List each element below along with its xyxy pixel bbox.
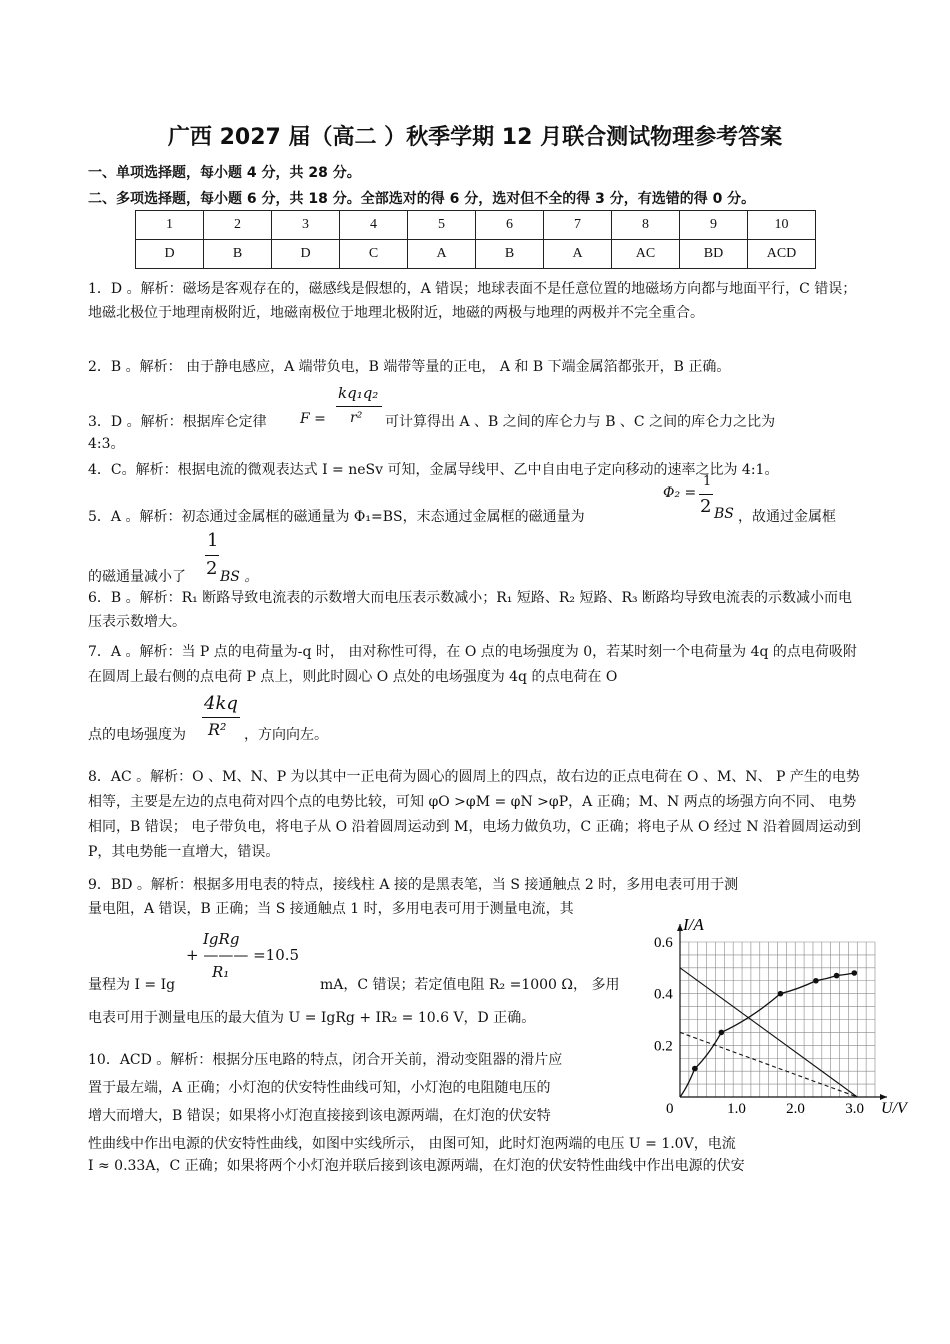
solution-q7-line3: 点的电场强度为 xyxy=(88,727,186,743)
answer-cell: C xyxy=(340,240,408,269)
question-number: 1 xyxy=(136,211,204,240)
solution-q7-line3-end: ，方向向左。 xyxy=(244,727,328,743)
question-number: 8 xyxy=(612,211,680,240)
question-number: 3 xyxy=(272,211,340,240)
answer-table-numbers xyxy=(136,211,816,240)
solution-q10-line5: I ≈ 0.33A，C 正确；如果将两个小灯泡并联后接到该电源两端，在灯泡的伏安特性曲线中作出电源的伏安 xyxy=(88,1158,745,1174)
answer-cell: ACD xyxy=(748,240,816,269)
data-point xyxy=(834,973,840,979)
solution-q6: 6．B 。解析：R₁ 断路导致电流表的示数增大而电压表示数减小；R₁ 短路、R₂ 短路、R₃ 断路均导致电流表的示数减小而电压表示数增大。 xyxy=(88,590,853,630)
data-point xyxy=(719,1030,725,1036)
bs-label: BS xyxy=(714,506,734,522)
solution-q5-text: ，故通过金属框 xyxy=(738,509,836,525)
solution-q5-line2: 的磁通量减小了 xyxy=(88,569,186,585)
lamp-iv-curve xyxy=(680,973,854,1097)
page-title: 广西 2027 届（高二 ）秋季学期 12 月联合测试物理参考答案 xyxy=(167,125,783,150)
section-single-choice: 一、单项选择题，每小题 4 分，共 28 分。 xyxy=(88,165,361,181)
section-multi-choice: 二、多项选择题，每小题 6 分，共 18 分。全部选对的得 6 分，选对但不全的得 3 分，有选错的得 0 分。 xyxy=(88,191,756,207)
question-number: 7 xyxy=(544,211,612,240)
question-number: 2 xyxy=(204,211,272,240)
fraction-bar xyxy=(205,555,219,556)
fraction-bar xyxy=(699,494,713,495)
solution-q9-range-end: mA，C 错误；若定值电阻 R₂ =1000 Ω， 多用 xyxy=(320,977,620,993)
solution-q5-prefix: 5．A 。解析：初态通过金属框的磁通量为 Φ₁=BS，末态通过金属框的磁通量为 xyxy=(88,509,585,525)
solution-q10-line4: 性曲线中作出电源的伏安特性曲线，如图中实线所示， 由图可知，此时灯泡两端的电压 U = 1.0V，电流 xyxy=(88,1136,736,1152)
solution-q10-line2: 置于最左端，A 正确；小灯泡的伏安特性曲线可知，小灯泡的电阻随电压的 xyxy=(88,1080,551,1096)
answer-cell: D xyxy=(136,240,204,269)
solution-q3-tail: 4:3。 xyxy=(88,436,125,452)
half-numerator: 1 xyxy=(703,474,712,489)
x-tick-label: 1.0 xyxy=(727,1101,746,1117)
data-point xyxy=(813,978,819,984)
x-axis-label: U/V xyxy=(881,1100,907,1117)
solution-q4: 4．C。解析：根据电流的微观表达式 I = neSv 可知，金属导线甲、乙中自由电子定向移动的速率之比为 4:1。 xyxy=(88,462,779,478)
solution-q3-text: 可计算得出 A 、B 之间的库仑力与 B 、C 之间的库仑力之比为 xyxy=(385,414,776,430)
range-fraction-value: + ——— =10.5 xyxy=(186,946,300,964)
range-fraction-numerator: IgRg xyxy=(203,930,240,948)
range-fraction-denominator: R₁ xyxy=(212,963,230,981)
field-numerator: 4kq xyxy=(204,693,238,714)
solution-q10-line3: 增大而增大，B 错误；如果将小灯泡直接接到该电源两端，在灯泡的伏安特 xyxy=(88,1108,551,1124)
answer-cell: AC xyxy=(612,240,680,269)
solution-q9-range: 量程为 I = Ig xyxy=(88,977,176,993)
answer-table-answers xyxy=(136,240,816,269)
x-tick-label: 3.0 xyxy=(845,1101,865,1117)
solution-q9-line1: 9．BD 。解析：根据多用电表的特点，接线柱 A 接的是黑表笔，当 S 接通触点 2 时，多用电表可用于测 xyxy=(88,877,739,893)
y-tick-label: 0.6 xyxy=(654,935,673,951)
fraction-bar xyxy=(336,406,382,407)
solution-q8: 8．AC 。解析：O 、M、N、P 为以其中一正电荷为圆心的圆周上的四点，故右边的正点电荷在 O 、M、N、 P 产生的电势相等，主要是左边的点电荷对四个点的电势比较，可知 φO >φM = φN >φP，A 正确；M、N 两点的场强方向不同、 电势相同，B 错误； 电子带负电，将电子从 O 沿着圆周运动到 M，电场力做负功，C 正确；将电子从 O 经过 N 沿着圆周运动到 P，其电势能一直增大，错误。 xyxy=(88,769,862,860)
x-tick-label: 2.0 xyxy=(786,1101,805,1117)
coulomb-formula-numerator: kq₁q₂ xyxy=(338,384,379,402)
solution-q9-line5: 电表可用于测量电压的最大值为 U = IgRg + IR₂ = 10.6 V，D 正确。 xyxy=(88,1010,536,1026)
question-number: 6 xyxy=(476,211,544,240)
answer-cell: D xyxy=(272,240,340,269)
half-denominator: 2 xyxy=(206,558,218,579)
answer-cell: BD xyxy=(680,240,748,269)
x-tick-label: 0 xyxy=(666,1101,674,1117)
answer-cell: A xyxy=(544,240,612,269)
coulomb-formula-denominator: r² xyxy=(350,410,363,426)
question-number: 4 xyxy=(340,211,408,240)
solution-q9-line2: 量电阻，A 错误，B 正确；当 S 接通触点 1 时，多用电表可用于测量电流，其 xyxy=(88,901,574,917)
y-tick-label: 0.4 xyxy=(654,986,673,1003)
answer-cell: B xyxy=(476,240,544,269)
iv-chart xyxy=(640,912,907,1122)
solution-q5-line2-end: BS 。 xyxy=(220,569,259,585)
coulomb-formula-lhs: F = xyxy=(300,411,326,427)
answer-cell: A xyxy=(408,240,476,269)
question-number: 10 xyxy=(748,211,816,240)
question-number: 9 xyxy=(680,211,748,240)
solution-q3-prefix: 3．D 。解析：根据库仑定律 xyxy=(88,414,267,430)
question-number: 5 xyxy=(408,211,476,240)
half-denominator: 2 xyxy=(700,496,712,517)
answer-cell: B xyxy=(204,240,272,269)
solution-q10-line1: 10．ACD 。解析：根据分压电路的特点，闭合开关前，滑动变阻器的滑片应 xyxy=(88,1052,563,1068)
y-tick-label: 0.2 xyxy=(654,1038,673,1055)
y-axis-label: I/A xyxy=(683,915,704,934)
data-point xyxy=(778,991,784,997)
solution-q7: 7．A 。解析：当 P 点的电荷量为-q 时， 由对称性可得，在 O 点的电场强度为 0，若某时刻一个电荷量为 4q 的点电荷吸附在圆周上最右侧的点电荷 P 点上，则此时圆心 O 点处的电场强度为 4q 的点电荷在 O xyxy=(88,644,857,685)
field-denominator: R² xyxy=(208,720,227,739)
data-point xyxy=(692,1066,698,1072)
data-point xyxy=(852,970,858,976)
solution-q2: 2．B 。解析： 由于静电感应，A 端带负电，B 端带等量的正电， A 和 B 下端金属箔都张开，B 正确。 xyxy=(88,359,731,375)
solution-q1: 1．D 。解析：磁场是客观存在的，磁感线是假想的，A 错误；地球表面不是任意位置的地磁场方向都与地面平行，C 错误；地磁北极位于地理南极附近，地磁南极位于地理北极附近，地磁的两极与地理的两极并不完全重合。 xyxy=(88,281,857,321)
half-numerator: 1 xyxy=(207,530,219,551)
fraction-bar xyxy=(202,717,240,718)
answer-table xyxy=(135,210,816,269)
phi2-label: Φ₂ = xyxy=(663,485,697,501)
